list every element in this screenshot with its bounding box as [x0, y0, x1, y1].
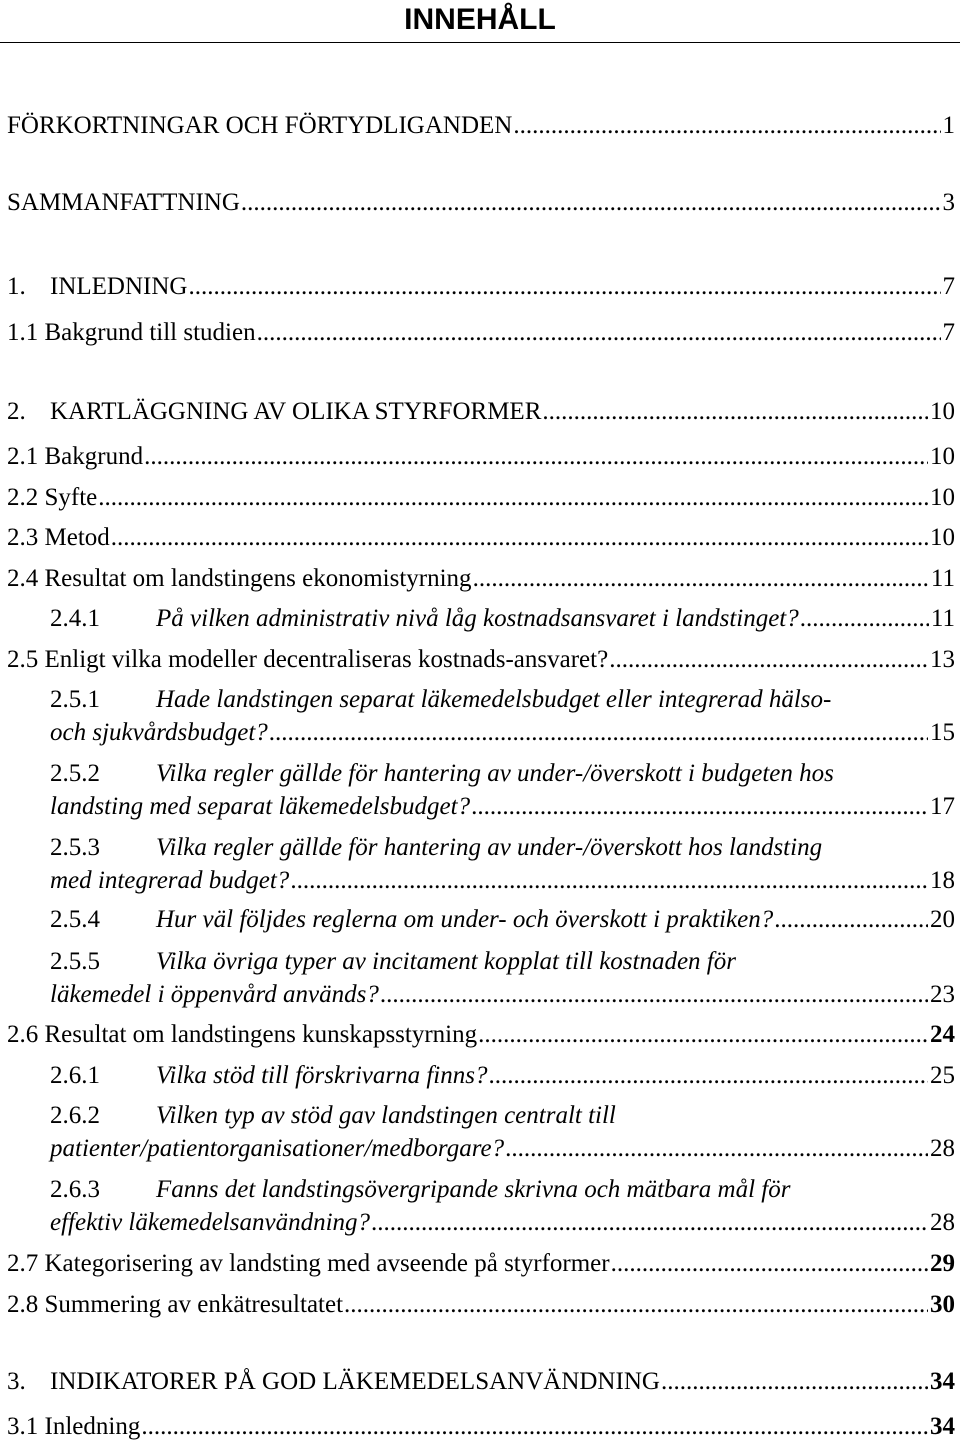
toc-entry-number: 2.5.1: [50, 686, 100, 713]
toc-entry-number: 2.: [7, 398, 26, 425]
toc-entry-text: 2.3 Metod: [7, 524, 110, 551]
toc-page-number: 11: [930, 565, 955, 592]
toc-leader-dots: [187, 270, 940, 303]
toc-entry-text: 2.6 Resultat om landstingens kunskapsstyrning: [7, 1021, 478, 1048]
toc-entry-3-1[interactable]: [7, 1410, 955, 1443]
toc-page-number: 24: [930, 1021, 955, 1048]
toc-leader-dots: [773, 903, 928, 936]
toc-leader-dots: [470, 790, 928, 823]
toc-entry-chapter-1[interactable]: [7, 270, 955, 303]
toc-entry-text: 2.8 Summering av enkätresultatet: [7, 1291, 344, 1318]
toc-leader-dots: [97, 481, 928, 514]
toc-leader-dots: [379, 978, 928, 1011]
toc-entry-2-5-2[interactable]: [50, 757, 955, 823]
toc-entry-summary[interactable]: [7, 186, 955, 219]
toc-entry-2-1[interactable]: [7, 440, 955, 473]
toc-entry-number: 2.5.2: [50, 760, 100, 787]
toc-entry-number: 2.6.1: [50, 1062, 100, 1089]
toc-leader-dots: [343, 1288, 928, 1321]
toc-page-number: 7: [942, 273, 955, 300]
toc-entry-2-5-1[interactable]: [50, 683, 955, 749]
toc-leader-dots: [472, 562, 929, 595]
toc-entry-text-line1: Vilka övriga typer av incitament kopplat till kostnaden för: [156, 948, 736, 975]
toc-entry-2-5-3[interactable]: [50, 831, 955, 897]
toc-entry-text-line2: effektiv läkemedelsanvändning?: [50, 1209, 371, 1236]
toc-entry-number: 2.6.3: [50, 1176, 100, 1203]
toc-entry-text-line1: Hade landstingen separat läkemedelsbudget eller integrerad hälso-: [156, 686, 832, 713]
toc-entry-text-line2: patienter/patientorganisationer/medborgare?: [50, 1135, 505, 1162]
toc-entry-number: 1.: [7, 273, 26, 300]
toc-entry-text: 2.7 Kategorisering av landsting med avseende på styrformer: [7, 1250, 610, 1277]
toc-entry-text: 2.1 Bakgrund: [7, 443, 144, 470]
toc-entry-text: 2.4 Resultat om landstingens ekonomistyrning: [7, 565, 472, 592]
toc-page-number: 23: [930, 981, 955, 1008]
toc-entry-2-2[interactable]: [7, 481, 955, 514]
toc-leader-dots: [487, 1059, 928, 1092]
toc-entry-number: 2.6.2: [50, 1102, 100, 1129]
toc-page-number: 10: [930, 524, 955, 551]
toc-leader-dots: [541, 395, 928, 428]
toc-entry-2-6-3[interactable]: [50, 1173, 955, 1239]
toc-leader-dots: [143, 440, 928, 473]
toc-page-number: 34: [930, 1368, 955, 1395]
toc-leader-dots: [477, 1018, 928, 1051]
toc-leader-dots: [256, 316, 941, 349]
toc-leader-dots: [370, 1206, 928, 1239]
toc-page-number: 7: [942, 319, 955, 346]
toc-entry-1-1[interactable]: [7, 316, 955, 349]
toc-page-number: 34: [930, 1413, 955, 1440]
toc-entry-number: 2.5.3: [50, 834, 100, 861]
toc-entry-2-5-4[interactable]: [50, 903, 955, 936]
toc-entry-text: På vilken administrativ nivå låg kostnadsansvaret i landstinget?: [156, 605, 799, 632]
title-divider: [0, 42, 960, 43]
toc-entry-2-7[interactable]: [7, 1247, 955, 1280]
toc-page-number: 10: [930, 484, 955, 511]
toc-entry-2-6[interactable]: [7, 1018, 955, 1051]
toc-entry-text: FÖRKORTNINGAR OCH FÖRTYDLIGANDEN: [7, 112, 513, 139]
toc-entry-text: 3.1 Inledning: [7, 1413, 141, 1440]
toc-page-number: 28: [930, 1135, 955, 1162]
toc-leader-dots: [610, 1247, 928, 1280]
toc-page-number: 18: [930, 867, 955, 894]
toc-leader-dots: [660, 1365, 928, 1398]
toc-page-number: 15: [930, 719, 955, 746]
toc-entry-2-3[interactable]: [7, 521, 955, 554]
toc-entry-chapter-3[interactable]: [7, 1365, 955, 1398]
toc-leader-dots: [608, 643, 928, 676]
toc-entry-number: 2.4.1: [50, 605, 100, 632]
toc-entry-text-line2: med integrerad budget?: [50, 867, 290, 894]
toc-entry-text: 1.1 Bakgrund till studien: [7, 319, 256, 346]
toc-entry-text: Hur väl följdes reglerna om under- och överskott i praktiken?: [156, 906, 774, 933]
toc-entry-text: SAMMANFATTNING: [7, 189, 240, 216]
toc-entry-2-6-2[interactable]: [50, 1099, 955, 1165]
page-title: INNEHÅLL: [404, 3, 556, 36]
toc-page-number: 10: [930, 398, 955, 425]
toc-entry-text: INLEDNING: [50, 273, 188, 300]
toc-entry-abbreviations[interactable]: [7, 109, 955, 142]
toc-entry-2-5[interactable]: [7, 643, 955, 676]
toc-entry-number: 3.: [7, 1368, 26, 1395]
toc-page-number: 30: [930, 1291, 955, 1318]
toc-leader-dots: [110, 521, 928, 554]
toc-entry-number: 2.5.5: [50, 948, 100, 975]
toc-entry-text-line1: Vilka regler gällde för hantering av under-/överskott i budgeten hos: [156, 760, 834, 787]
toc-page-number: 11: [930, 605, 955, 632]
toc-leader-dots: [140, 1410, 928, 1443]
toc-entry-text: 2.2 Syfte: [7, 484, 98, 511]
toc-page-number: 25: [930, 1062, 955, 1089]
toc-entry-2-4[interactable]: [7, 562, 955, 595]
toc-entry-text-line1: Vilka regler gällde för hantering av under-/överskott hos landsting: [156, 834, 823, 861]
toc-leader-dots: [289, 864, 928, 897]
toc-leader-dots: [512, 109, 940, 142]
toc-entry-text-line2: och sjukvårdsbudget?: [50, 719, 268, 746]
toc-leader-dots: [799, 602, 929, 635]
toc-leader-dots: [504, 1132, 928, 1165]
toc-entry-2-5-5[interactable]: [50, 945, 955, 1011]
toc-page-number: 1: [942, 112, 955, 139]
toc-entry-text-line2: landsting med separat läkemedelsbudget?: [50, 793, 471, 820]
toc-leader-dots: [268, 716, 928, 749]
toc-entry-2-8[interactable]: [7, 1288, 955, 1321]
toc-page-number: 29: [930, 1250, 955, 1277]
toc-entry-text-line2: läkemedel i öppenvård används?: [50, 981, 379, 1008]
toc-page-number: 13: [930, 646, 955, 673]
toc-leader-dots: [240, 186, 941, 219]
toc-page-number: 17: [930, 793, 955, 820]
toc-entry-2-4-1[interactable]: [50, 602, 955, 635]
toc-entry-text-line1: Vilken typ av stöd gav landstingen centralt till: [156, 1102, 616, 1129]
toc-page-number: 28: [930, 1209, 955, 1236]
toc-page-number: 10: [930, 443, 955, 470]
toc-entry-number: 2.5.4: [50, 906, 100, 933]
toc-page-number: 20: [930, 906, 955, 933]
toc-entry-2-6-1[interactable]: [50, 1059, 955, 1092]
toc-entry-text: Vilka stöd till förskrivarna finns?: [156, 1062, 488, 1089]
toc-page-number: 3: [942, 189, 955, 216]
toc-entry-chapter-2[interactable]: [7, 395, 955, 428]
toc-entry-text: 2.5 Enligt vilka modeller decentraliseras kostnads-ansvaret?: [7, 646, 609, 673]
toc-entry-text-line1: Fanns det landstingsövergripande skrivna och mätbara mål för: [156, 1176, 791, 1203]
toc-entry-text: KARTLÄGGNING AV OLIKA STYRFORMER: [50, 398, 542, 425]
toc-entry-text: INDIKATORER PÅ GOD LÄKEMEDELSANVÄNDNING: [50, 1368, 660, 1395]
